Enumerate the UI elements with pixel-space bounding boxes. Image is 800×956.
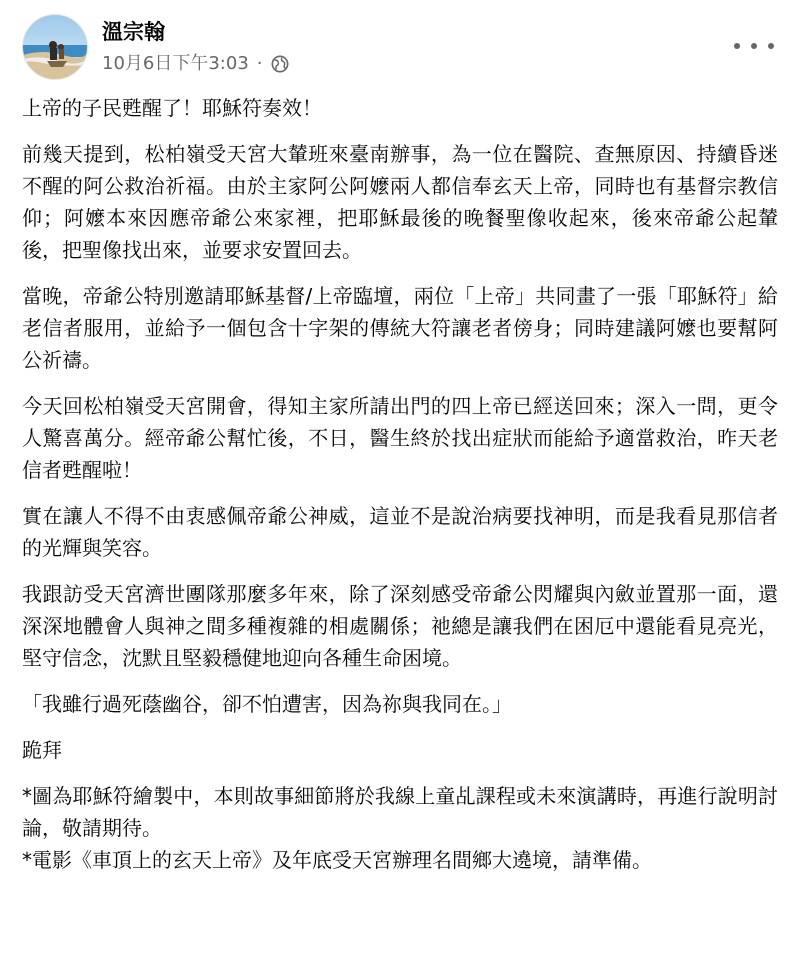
post-body xyxy=(22,92,778,876)
post-paragraph: 今天回松柏嶺受天宮開會，得知主家所請出門的四上帝已經送回來；深入一問，更令人驚喜萬分。經帝爺公幫忙後，不日，醫生終於找出症狀而能給予適當救治，昨天老信者甦醒啦！ xyxy=(22,394,778,482)
meta-separator: · xyxy=(256,53,263,74)
post-quote: 「我雖行過死蔭幽谷，卻不怕遭害，因為祢與我同在。」 xyxy=(22,692,512,716)
more-dot xyxy=(768,43,774,49)
more-dot xyxy=(734,43,740,49)
post-meta xyxy=(102,52,289,76)
author-name[interactable]: 溫宗翰 xyxy=(102,20,165,44)
post-timestamp[interactable]: 10月6日下午3:03 xyxy=(102,53,249,74)
post-paragraph: 我跟訪受天宮濟世團隊那麼多年來，除了深刻感受帝爺公閃耀與內斂並置那一面，還深深地體會人與神之間多種複雜的相處關係；祂總是讓我們在困厄中還能看見亮光，堅守信念，沈默且堅毅穩健地迎向各種生命困境。 xyxy=(22,582,778,670)
avatar[interactable] xyxy=(22,14,88,80)
post-paragraph: 前幾天提到，松柏嶺受天宮大輦班來臺南辦事，為一位在醫院、查無原因、持續昏迷不醒的阿公救治祈福。由於主家阿公阿嬤兩人都信奉玄天上帝，同時也有基督宗教信仰；阿嬤本來因應帝爺公來家裡，把耶穌最後的晚餐聖像收起來，後來帝爺公起輦後，把聖像找出來，並要求安置回去。 xyxy=(22,142,778,262)
more-options-icon[interactable] xyxy=(734,34,774,58)
post-signoff: 跪拜 xyxy=(22,738,62,762)
avatar-photo xyxy=(23,15,87,79)
more-dot xyxy=(751,43,757,49)
globe-icon[interactable] xyxy=(271,55,289,73)
post-paragraph: 實在讓人不得不由衷感佩帝爺公神威，這並不是說治病要找神明，而是我看見那信者的光輝與笑容。 xyxy=(22,504,778,560)
post-header xyxy=(22,14,782,80)
post-footnote: *電影《車頂上的玄天上帝》及年底受天宮辦理名間鄉大遶境，請準備。 xyxy=(22,848,652,872)
post-headline: 上帝的子民甦醒了！耶穌符奏效！ xyxy=(22,96,322,120)
post-paragraph: 當晚，帝爺公特別邀請耶穌基督/上帝臨壇，兩位「上帝」共同畫了一張「耶穌符」給老信者服用，並給予一個包含十字架的傳統大符讓老者傍身；同時建議阿嬤也要幫阿公祈禱。 xyxy=(22,284,778,372)
post-footnote: *圖為耶穌符繪製中，本則故事細節將於我線上童乩課程或未來演講時，再進行說明討論，敬請期待。 xyxy=(22,784,778,840)
